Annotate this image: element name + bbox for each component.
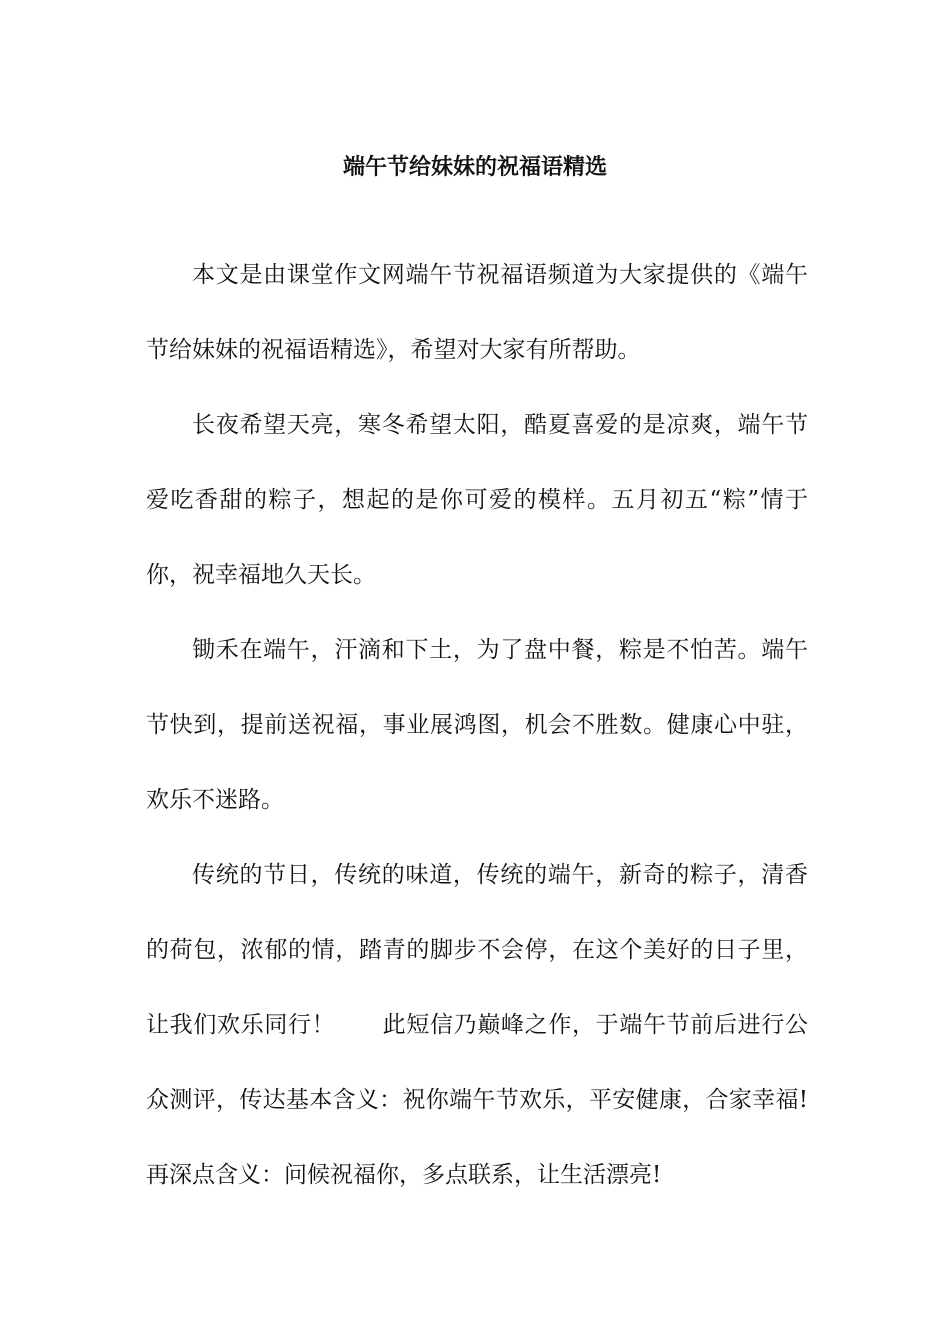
paragraph-greeting-2: 锄禾在端午，汗滴和下土，为了盘中餐，粽是不怕苦。端午节快到，提前送祝福，事业展鸿图，机会不胜数。健康心中驻，欢乐不迷路。	[146, 637, 808, 813]
paragraph-greeting-1: 长夜希望天亮，寒冬希望太阳，酷夏喜爱的是凉爽，端午节爱吃香甜的粽子，想起的是你可爱的模样。五月初五“粽”情于你，祝幸福地久天长。	[146, 412, 808, 588]
paragraph-intro: 本文是由课堂作文网端午节祝福语频道为大家提供的《端午节给妹妹的祝福语精选》，希望对大家有所帮助。	[146, 262, 808, 363]
document-title: 端午节给妹妹的祝福语精选	[342, 153, 607, 180]
paragraph-greeting-3: 传统的节日，传统的味道，传统的端午，新奇的粽子，清香的荷包，浓郁的情，踏青的脚步不会停，在这个美好的日子里，让我们欢乐同行！ 此短信乃巅峰之作，于端午节前后进行公众测评，传达基本含义：祝你端午节欢乐，平安健康，合家幸福!再深点含义：问候祝福你，多点联系，让生活漂亮!	[146, 862, 808, 1188]
